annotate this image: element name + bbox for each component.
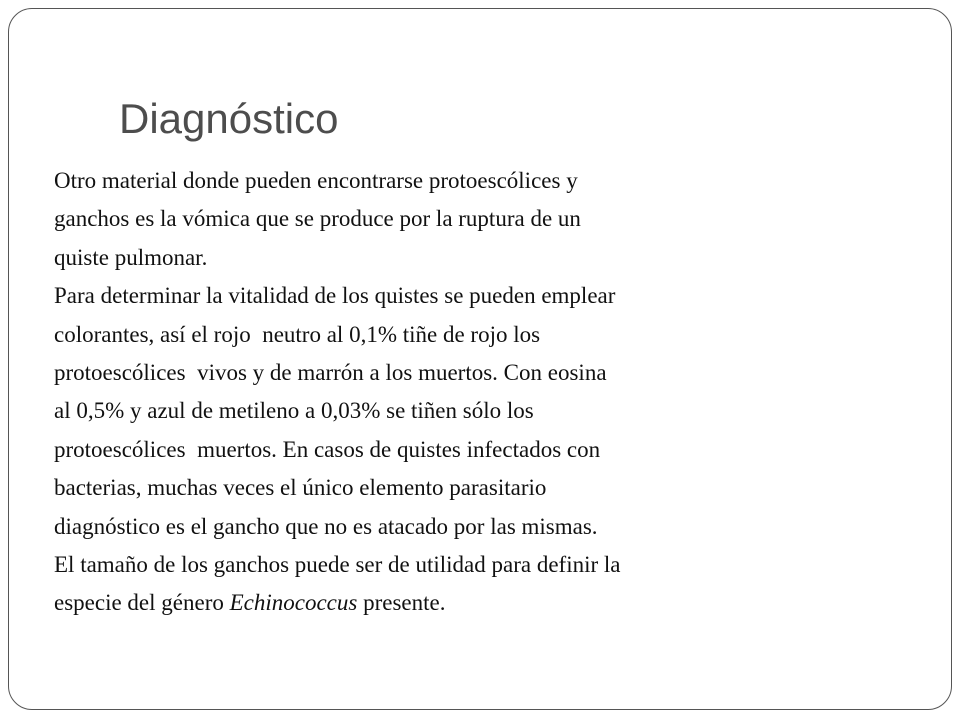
body-line: ganchos es la vómica que se produce por la ruptura de un	[54, 206, 581, 232]
body-line: quiste pulmonar.	[54, 244, 208, 270]
slide-frame	[8, 8, 952, 710]
body-line: al 0,5% y azul de metileno a 0,03% se tiñen sólo los	[54, 398, 534, 424]
body-line: protoescólices vivos y de marrón a los muertos. Con eosina	[54, 359, 607, 385]
slide-title: Diagnóstico	[119, 95, 339, 142]
body-line: bacterias, muchas veces el único elemento parasitario	[54, 475, 547, 501]
last-line-suffix: presente.	[357, 590, 446, 616]
genus-name: Echinococcus	[229, 590, 358, 616]
body-line: protoescólices muertos. En casos de quistes infectados con	[54, 436, 601, 462]
last-line-prefix: especie del género	[54, 590, 230, 616]
body-line: Para determinar la vitalidad de los quistes se pueden emplear	[54, 283, 616, 309]
body-line-last	[54, 584, 794, 622]
body-line: El tamaño de los ganchos puede ser de utilidad para definir la	[54, 551, 621, 577]
body-line: Otro material donde pueden encontrarse protoescólices y	[54, 168, 578, 193]
body-line: diagnóstico es el gancho que no es atacado por las mismas.	[54, 513, 598, 539]
body-line: colorantes, así el rojo neutro al 0,1% tiñe de rojo los	[54, 321, 541, 347]
slide-body-text	[54, 162, 794, 623]
